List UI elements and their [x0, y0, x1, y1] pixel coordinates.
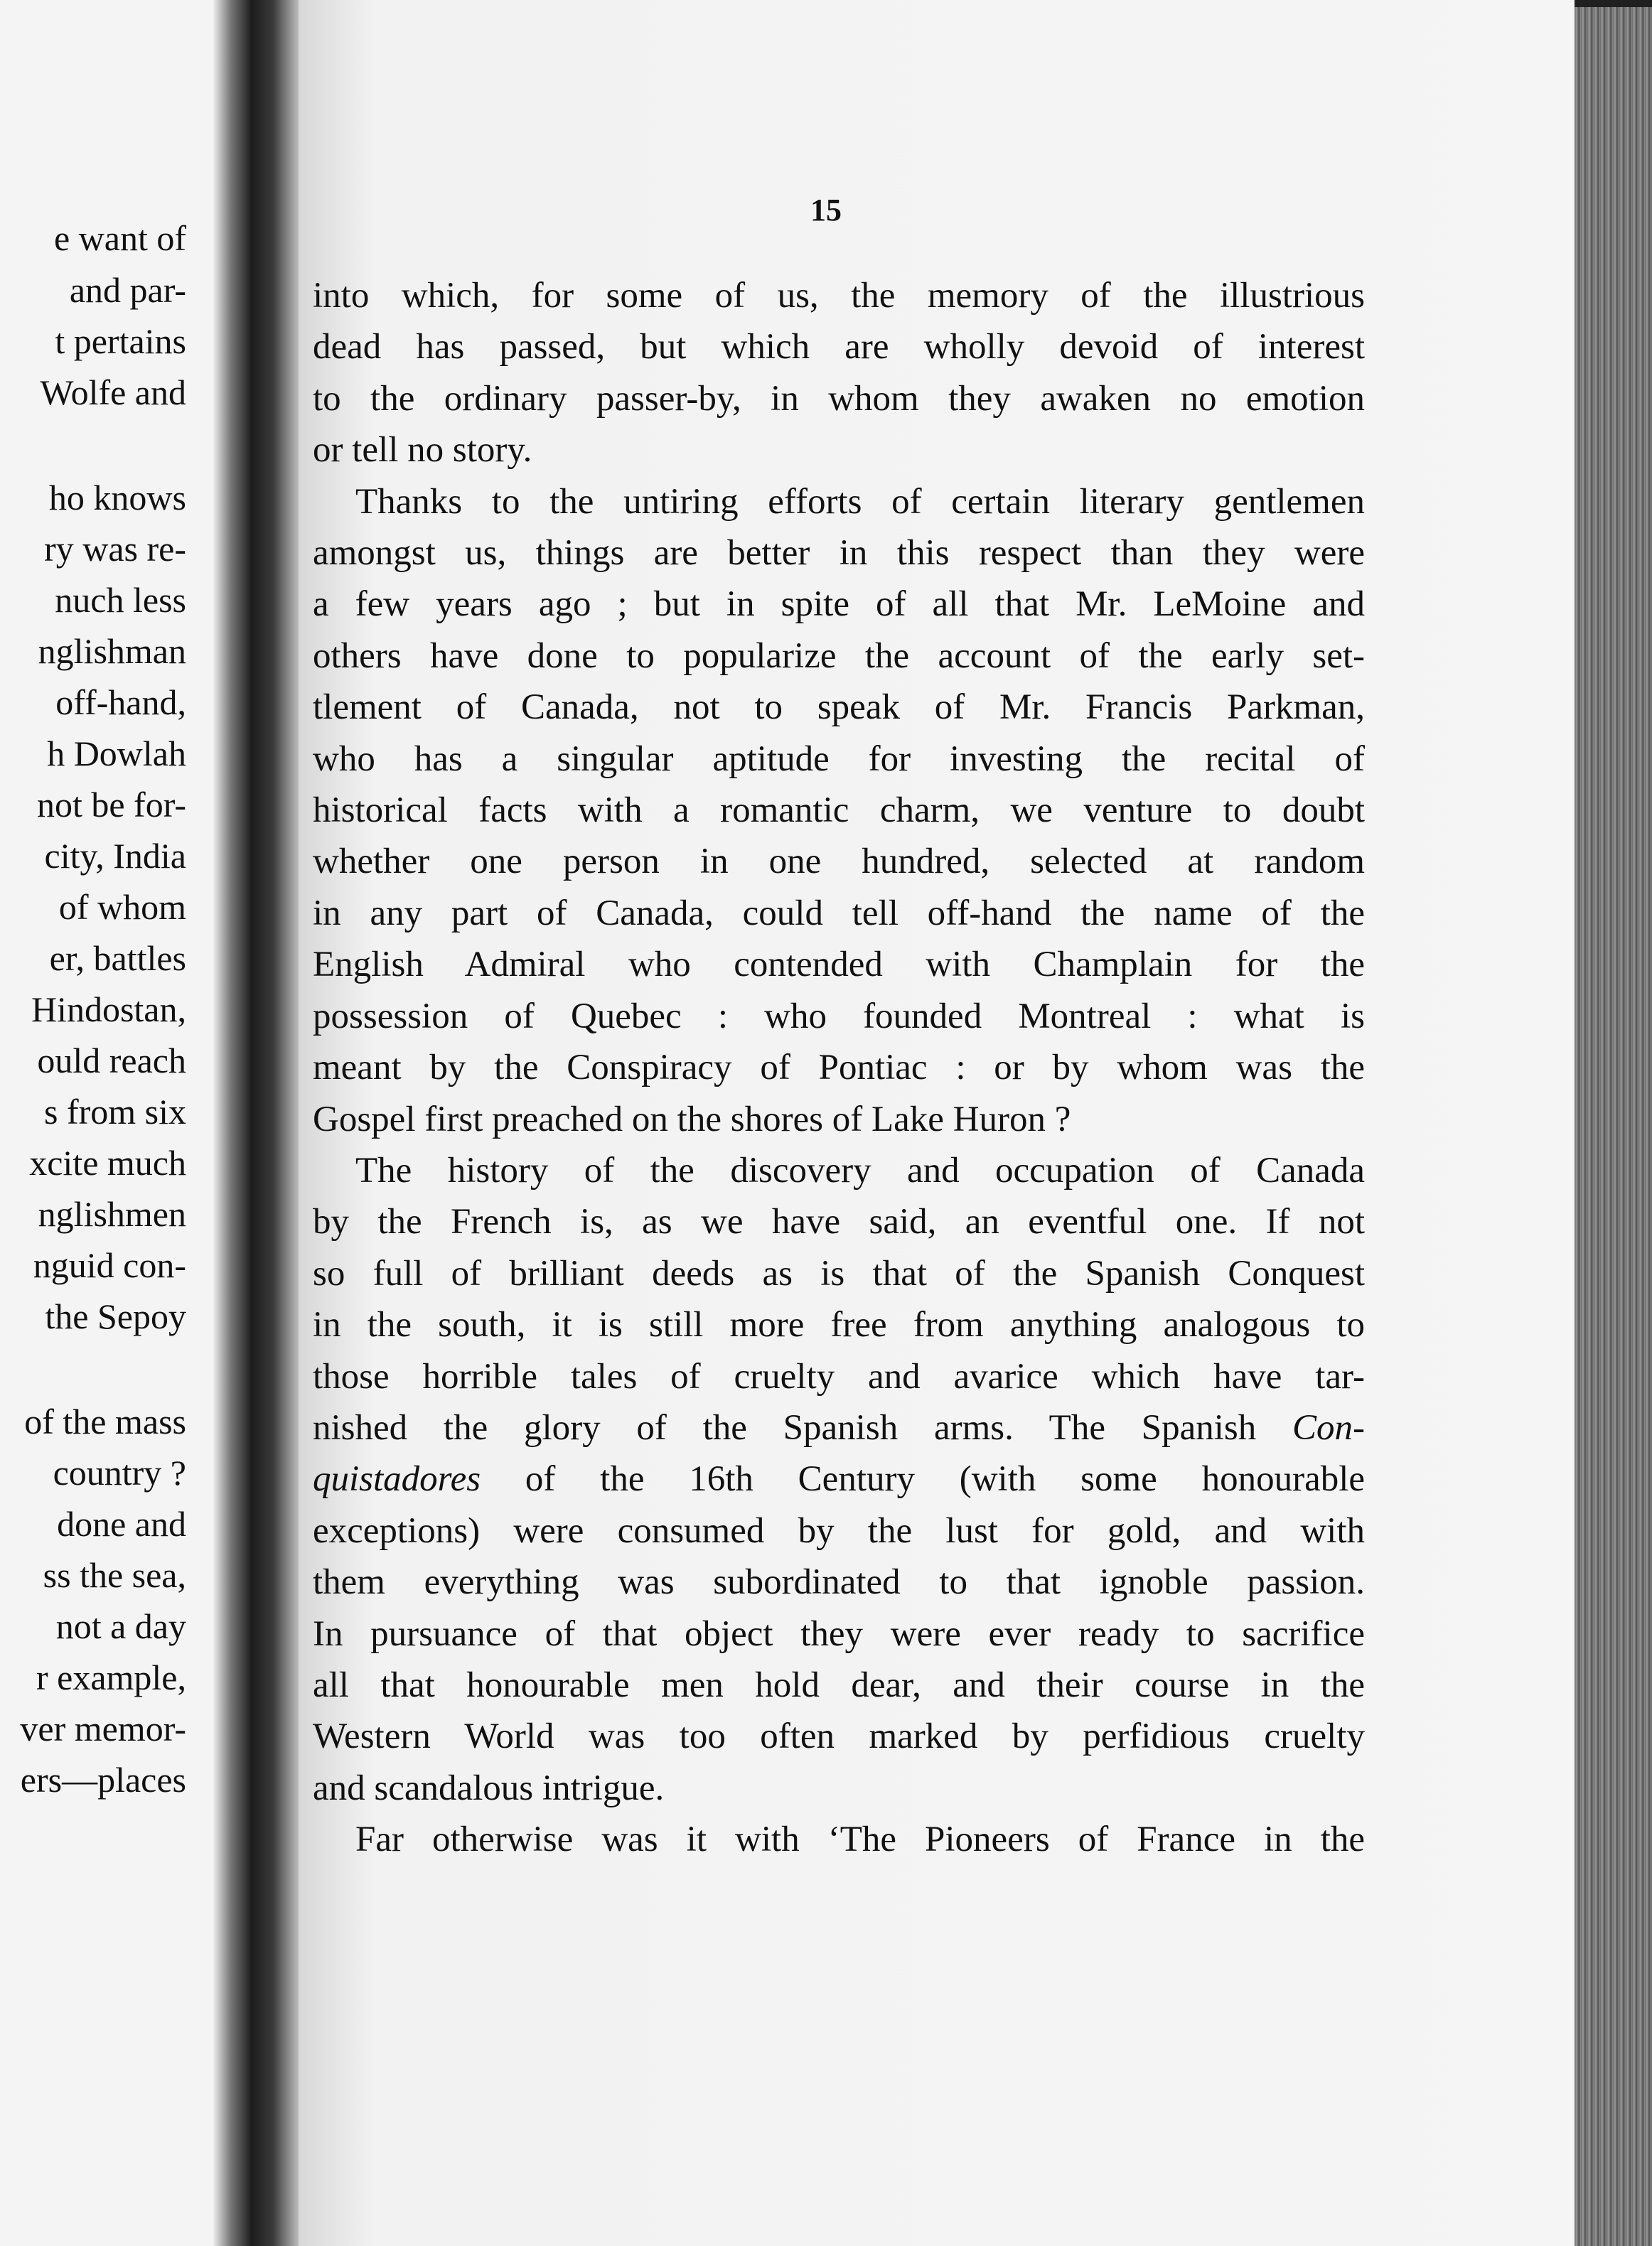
- text-line: into which, for some of us, the memory of the illustrious: [313, 276, 1365, 316]
- page-number: 15: [810, 193, 842, 227]
- left-page-line-fragment: done and: [57, 1504, 186, 1544]
- italic-word: Con-: [1292, 1407, 1366, 1448]
- text-line: English Admiral who contended with Champlain for the: [313, 945, 1365, 985]
- text-line: Western World was too often marked by perfidious cruelty: [313, 1716, 1365, 1757]
- left-page-line-fragment: nglishmen: [38, 1194, 186, 1234]
- text-line: or tell no story.: [313, 430, 532, 471]
- left-page-line-fragment: ss the sea,: [43, 1555, 186, 1595]
- left-page-line-fragment: s from six: [44, 1092, 186, 1132]
- paragraph-3: [313, 1145, 1365, 1814]
- text-line: exceptions) were consumed by the lust for gold, and with: [313, 1510, 1365, 1551]
- left-page-line-fragment: ers—places: [20, 1760, 186, 1800]
- text-line: others have done to popularize the account of the early set-: [313, 635, 1365, 676]
- left-page-line-fragment: off-hand,: [55, 682, 186, 722]
- left-page-line-fragment: and par-: [69, 270, 186, 310]
- page-edges: [1575, 7, 1652, 2246]
- left-page-line-fragment: ould reach: [37, 1041, 186, 1080]
- text-line: possession of Quebec : who founded Montreal : what is: [313, 996, 1365, 1036]
- left-page-line-fragment: nglishman: [38, 631, 186, 671]
- left-page-line-fragment: ho knows: [48, 478, 186, 517]
- text-line: whether one person in one hundred, selected at random: [313, 842, 1365, 882]
- left-page-line-fragment: Wolfe and: [40, 372, 186, 412]
- left-page-line-fragment: not be for-: [36, 785, 186, 824]
- text-line: in any part of Canada, could tell off-hand the name of the: [313, 893, 1365, 933]
- text-line: those horrible tales of cruelty and avarice which have tar-: [313, 1356, 1365, 1397]
- paragraph-2: [313, 476, 1365, 1145]
- text-line: all that honourable men hold dear, and their course in the: [313, 1665, 1365, 1705]
- text-line: tlement of Canada, not to speak of Mr. Francis Parkman,: [313, 687, 1365, 728]
- left-page-line-fragment: the Sepoy: [45, 1296, 186, 1336]
- italic-word: quistadores: [313, 1459, 481, 1500]
- text-line: The history of the discovery and occupation of Canada: [355, 1150, 1365, 1191]
- left-page-line-fragment: ver memor-: [20, 1709, 186, 1748]
- text-line: In pursuance of that object they were ever ready to sacrifice: [313, 1613, 1365, 1654]
- text-segment: nished the glory of the Spanish arms. The Spanish: [313, 1407, 1257, 1448]
- left-page-line-fragment: t pertains: [55, 321, 186, 361]
- left-page-line-fragment: xcite much: [29, 1143, 186, 1183]
- left-page-line-fragment: nuch less: [55, 580, 186, 620]
- left-page-line-fragment: not a day: [55, 1606, 186, 1646]
- text-line: amongst us, things are better in this respect than they were: [313, 533, 1365, 574]
- text-segment: of the 16th Century (with some honourable: [525, 1459, 1366, 1500]
- left-page-line-fragment: of the mass: [24, 1402, 186, 1441]
- left-page-line-fragment: e want of: [53, 218, 186, 258]
- text-line: a few years ago ; but in spite of all that Mr. LeMoine and: [313, 584, 1365, 625]
- book-gutter: [213, 0, 299, 2246]
- left-page-line-fragment: of whom: [58, 887, 186, 927]
- paragraph-4: [313, 1814, 1365, 1865]
- left-page-line-fragment: country ?: [53, 1453, 186, 1493]
- text-line: by the French is, as we have said, an eventful one. If not: [313, 1202, 1365, 1242]
- text-line: [313, 1402, 1365, 1454]
- left-page-line-fragment: ry was re-: [44, 529, 186, 569]
- left-page-line-fragment: city, India: [44, 836, 186, 876]
- text-line: [313, 1454, 1365, 1505]
- left-page-line-fragment: h Dowlah: [47, 734, 186, 773]
- text-line: Gospel first preached on the shores of Lake Huron ?: [313, 1099, 1071, 1139]
- paragraph-1: [313, 270, 1365, 476]
- text-line: Far otherwise was it with ‘The Pioneers of France in the: [355, 1820, 1365, 1860]
- body-text: [313, 270, 1365, 1866]
- text-line: meant by the Conspiracy of Pontiac : or by whom was the: [313, 1048, 1365, 1088]
- text-line: dead has passed, but which are wholly devoid of interest: [313, 327, 1365, 367]
- text-line: and scandalous intrigue.: [313, 1768, 665, 1808]
- text-line: Thanks to the untiring efforts of certain literary gentlemen: [355, 481, 1365, 522]
- left-page-line-fragment: nguid con-: [33, 1245, 186, 1285]
- text-line: historical facts with a romantic charm, we venture to doubt: [313, 790, 1365, 831]
- left-page-line-fragment: er, battles: [49, 938, 186, 978]
- left-facing-page: [0, 0, 213, 2246]
- text-line: so full of brilliant deeds as is that of the Spanish Conquest: [313, 1253, 1365, 1294]
- left-page-line-fragment: Hindostan,: [31, 989, 186, 1029]
- text-line: who has a singular aptitude for investing the recital of: [313, 738, 1365, 779]
- left-page-line-fragment: r example,: [36, 1657, 186, 1697]
- text-line: them everything was subordinated to that ignoble passion.: [313, 1562, 1365, 1603]
- text-line: to the ordinary passer-by, in whom they awaken no emotion: [313, 378, 1365, 419]
- text-line: in the south, it is still more free from anything analogous to: [313, 1305, 1365, 1345]
